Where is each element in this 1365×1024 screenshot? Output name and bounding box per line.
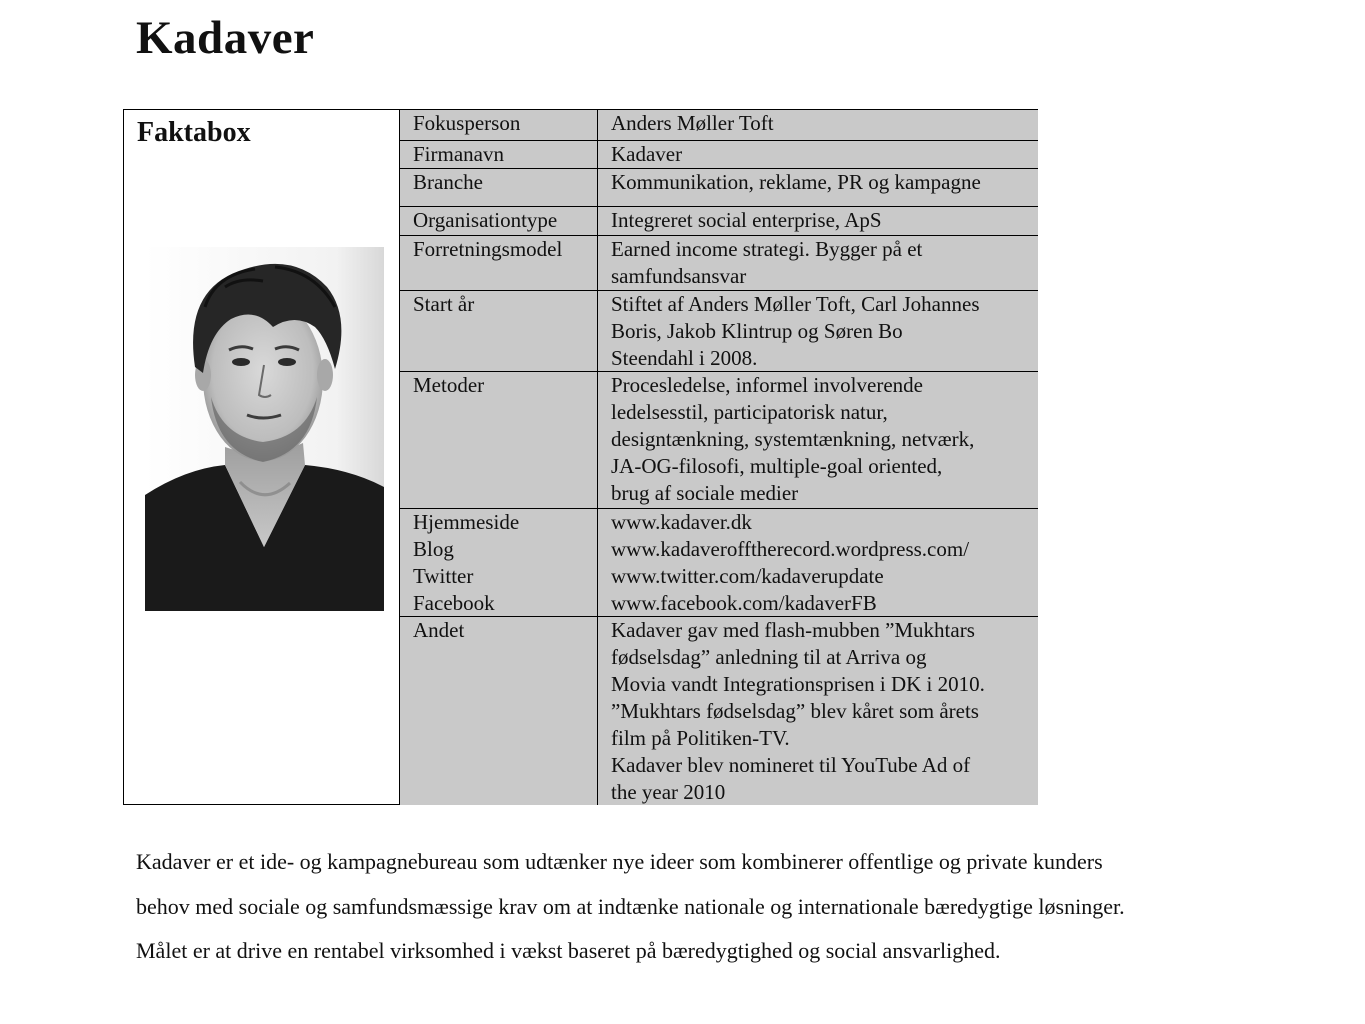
- fact-row-forretningsmodel: [400, 236, 1038, 291]
- fact-value: Kadaver: [611, 142, 683, 166]
- fact-label: Hjemmeside Blog Twitter Facebook: [400, 509, 598, 616]
- fact-value: Procesledelse, informel involverende ledelsesstil, participatorisk natur, designtænkning, systemtænkning, netværk, JA-OG-filosofi, multiple-goal oriented, brug af sociale medier: [611, 373, 975, 505]
- fact-label: Organisationtype: [400, 207, 598, 235]
- fact-row-firmanavn: [400, 141, 1038, 169]
- fact-table: [400, 110, 1038, 805]
- fact-value: Anders Møller Toft: [611, 111, 774, 135]
- fact-row-andet: [400, 617, 1038, 805]
- fact-value: Integreret social enterprise, ApS: [611, 208, 882, 232]
- fact-value: Stiftet af Anders Møller Toft, Carl Johannes Boris, Jakob Klintrup og Søren Bo Steendahl i 2008.: [611, 292, 980, 370]
- fact-label: Metoder: [400, 372, 598, 508]
- fact-label: Andet: [400, 617, 598, 805]
- fact-row-metoder: [400, 372, 1038, 509]
- fact-row-branche: [400, 169, 1038, 207]
- fact-value: Earned income strategi. Bygger på et samfundsansvar: [611, 237, 923, 288]
- fact-label: Fokusperson: [400, 110, 598, 140]
- factbox-left-column: [124, 110, 400, 804]
- fact-value: Kommunikation, reklame, PR og kampagne: [611, 170, 981, 194]
- fact-label: Start år: [400, 291, 598, 371]
- fact-value-links: www.kadaver.dk www.kadaverofftherecord.wordpress.com/ www.twitter.com/kadaverupdate www.facebook.com/kadaverFB: [611, 510, 970, 615]
- fact-row-start-aar: [400, 291, 1038, 372]
- fact-row-organisationtype: [400, 207, 1038, 236]
- fact-label: Firmanavn: [400, 141, 598, 168]
- fact-label: Branche: [400, 169, 598, 206]
- factbox: [123, 109, 1038, 805]
- portrait-photo: [145, 247, 384, 611]
- page-title: Kadaver: [136, 12, 315, 64]
- fact-label: Forretningsmodel: [400, 236, 598, 290]
- fact-row-fokusperson: [400, 110, 1038, 141]
- factbox-heading: Faktabox: [137, 117, 251, 148]
- fact-value: Kadaver gav med flash-mubben ”Mukhtars fødselsdag” anledning til at Arriva og Movia vandt Integrationsprisen i DK i 2010. ”Mukhtars fødselsdag” blev kåret som årets film på Politiken-TV. Kadaver blev nomineret til YouTube Ad of the year 2010: [611, 618, 985, 804]
- fact-row-links: [400, 509, 1038, 617]
- body-paragraph: Kadaver er et ide- og kampagnebureau som udtænker nye ideer som kombinerer offentlige og private kunders behov med sociale og samfundsmæssige krav om at indtænke nationale og internationale bæredygtige løsninger. Målet er at drive en rentabel virksomhed i vækst baseret på bæredygtighed og social ansvarlighed.: [136, 849, 1125, 963]
